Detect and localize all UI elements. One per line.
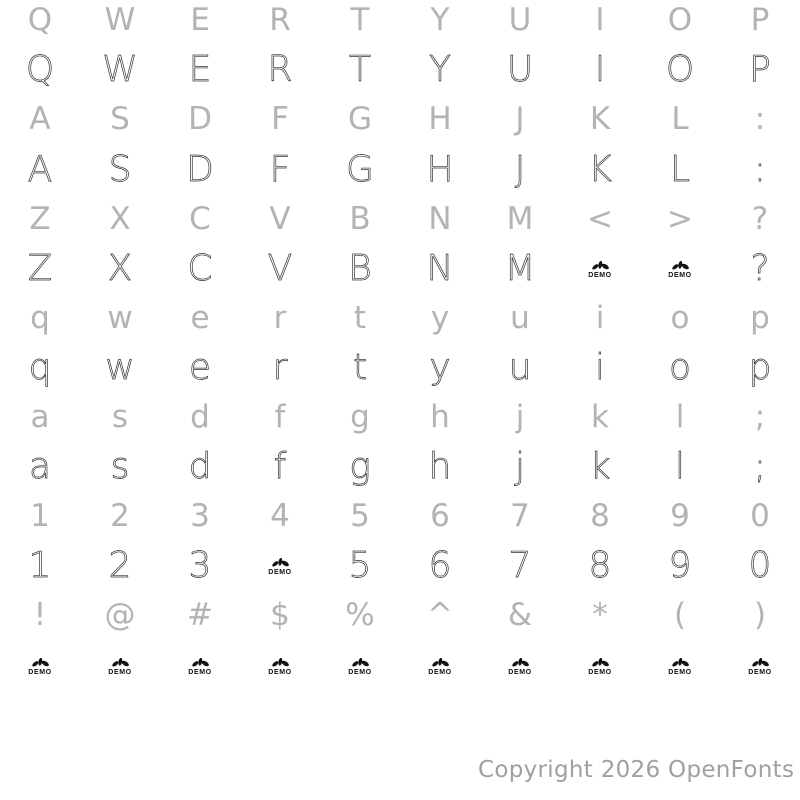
glyph-cell: R: [267, 49, 293, 91]
demo-badge-label: DEMO: [748, 668, 772, 676]
glyph-cell: H: [428, 101, 452, 138]
glyph-cell-demo-placeholder: [0, 648, 80, 684]
glyph-cell: F: [271, 101, 289, 138]
glyph-cell: X: [107, 247, 133, 289]
glyph-cell: k: [591, 399, 609, 436]
glyph-cell: &: [507, 597, 533, 634]
glyph-cell: U: [508, 2, 532, 39]
glyph-cell: D: [188, 101, 212, 138]
glyph-cell: Y: [429, 49, 451, 91]
copyright-text: Copyright 2026 OpenFonts: [478, 757, 795, 783]
demo-badge-label: DEMO: [428, 668, 452, 676]
glyph-cell: V: [269, 200, 291, 237]
glyph-cell: d: [190, 399, 210, 436]
charmap-row-reference: [0, 95, 800, 145]
glyph-cell-demo-placeholder: [240, 648, 320, 684]
glyph-cell: 6: [428, 545, 452, 587]
sprout-icon: [590, 260, 611, 272]
glyph-cell-demo-placeholder: [560, 648, 640, 684]
glyph-cell: y: [430, 299, 450, 336]
glyph-cell: 5: [348, 545, 372, 587]
glyph-cell: W: [102, 49, 138, 91]
glyph-cell: (: [673, 597, 687, 634]
glyph-cell: !: [33, 597, 47, 634]
demo-glyph-badge: [268, 657, 291, 677]
charmap-row-reference: [0, 294, 800, 344]
glyph-cell: 3: [188, 545, 212, 587]
glyph-cell: r: [272, 346, 288, 388]
sprout-icon: [670, 657, 691, 669]
demo-badge-label: DEMO: [268, 668, 292, 676]
glyph-cell: 9: [670, 498, 690, 535]
glyph-cell: p: [750, 299, 770, 336]
glyph-cell: P: [750, 2, 770, 39]
glyph-cell: B: [348, 247, 372, 289]
glyph-cell: a: [28, 446, 52, 488]
glyph-cell: C: [187, 247, 213, 289]
charmap-row-demo: [0, 542, 800, 592]
glyph-cell: g: [350, 399, 370, 436]
sprout-icon: [190, 657, 211, 669]
glyph-cell: S: [108, 148, 132, 190]
glyph-cell: 6: [430, 498, 450, 535]
glyph-cell: R: [269, 2, 291, 39]
glyph-cell: l: [675, 399, 685, 436]
glyph-cell: Y: [430, 2, 450, 39]
glyph-cell: B: [349, 200, 371, 237]
sprout-icon: [110, 657, 131, 669]
demo-badge-label: DEMO: [108, 668, 132, 676]
glyph-cell: w: [107, 299, 133, 336]
glyph-cell: P: [749, 49, 771, 91]
glyph-cell: 5: [350, 498, 370, 535]
glyph-cell: C: [189, 200, 211, 237]
glyph-cell: X: [109, 200, 131, 237]
glyph-cell: S: [110, 101, 130, 138]
charmap-row-demo: [0, 343, 800, 393]
demo-glyph-badge: [428, 657, 451, 677]
glyph-cell: L: [671, 101, 689, 138]
glyph-cell: u: [508, 346, 532, 388]
sprout-icon: [350, 657, 371, 669]
charmap-row-demo: [0, 46, 800, 96]
glyph-cell: A: [27, 148, 53, 190]
glyph-cell: N: [426, 247, 454, 289]
glyph-cell: w: [105, 346, 135, 388]
glyph-cell: ): [753, 597, 767, 634]
glyph-cell: 3: [190, 498, 210, 535]
demo-glyph-badge: [588, 260, 611, 280]
sprout-icon: [270, 557, 291, 569]
glyph-cell: *: [592, 597, 608, 634]
charmap-row-demo: [0, 145, 800, 195]
glyph-cell: 7: [510, 498, 530, 535]
glyph-cell: e: [190, 299, 210, 336]
glyph-cell: O: [667, 2, 693, 39]
sprout-icon: [750, 657, 771, 669]
glyph-cell: N: [428, 200, 452, 237]
glyph-cell: <: [587, 200, 613, 237]
demo-badge-label: DEMO: [668, 668, 692, 676]
demo-glyph-badge: [108, 657, 131, 677]
glyph-cell: a: [30, 399, 50, 436]
charmap-row-demo: [0, 244, 800, 294]
glyph-cell: J: [514, 148, 526, 190]
glyph-cell: U: [506, 49, 534, 91]
glyph-cell: 8: [588, 545, 612, 587]
glyph-cell: Q: [25, 49, 55, 91]
glyph-cell: y: [429, 346, 451, 388]
glyph-cell: 0: [750, 498, 770, 535]
glyph-cell: T: [350, 2, 370, 39]
charmap-row-reference: [0, 0, 800, 46]
glyph-cell: ;: [754, 399, 766, 436]
glyph-cell: t: [353, 299, 367, 336]
glyph-cell: s: [110, 446, 130, 488]
glyph-cell-demo-placeholder: [160, 648, 240, 684]
glyph-cell: i: [595, 299, 605, 336]
glyph-cell: :: [754, 101, 766, 138]
demo-badge-label: DEMO: [188, 668, 212, 676]
glyph-cell: %: [345, 597, 375, 634]
glyph-cell: #: [187, 597, 213, 634]
sprout-icon: [510, 657, 531, 669]
glyph-cell: >: [667, 200, 693, 237]
glyph-cell-demo-placeholder: [640, 251, 720, 287]
demo-badge-label: DEMO: [28, 668, 52, 676]
demo-glyph-badge: [508, 657, 531, 677]
glyph-cell: G: [347, 101, 373, 138]
glyph-cell: ?: [751, 200, 769, 237]
glyph-cell: j: [514, 446, 525, 488]
demo-glyph-badge: [668, 260, 691, 280]
glyph-cell: u: [510, 299, 530, 336]
glyph-cell: E: [188, 49, 212, 91]
glyph-cell: I: [594, 49, 606, 91]
sprout-icon: [590, 657, 611, 669]
glyph-cell: h: [428, 446, 452, 488]
glyph-cell: W: [104, 2, 136, 39]
charmap-row-reference: [0, 393, 800, 443]
glyph-cell: o: [668, 346, 692, 388]
glyph-cell: K: [589, 101, 611, 138]
glyph-cell-demo-placeholder: [400, 648, 480, 684]
glyph-cell: 8: [590, 498, 610, 535]
glyph-cell: Q: [27, 2, 53, 39]
demo-glyph-badge: [268, 557, 291, 577]
demo-glyph-badge: [588, 657, 611, 677]
glyph-cell: H: [426, 148, 454, 190]
glyph-cell: 2: [108, 545, 132, 587]
glyph-cell: ?: [750, 247, 770, 289]
glyph-cell: p: [748, 346, 772, 388]
glyph-cell-demo-placeholder: [720, 648, 800, 684]
glyph-cell-demo-placeholder: [640, 648, 720, 684]
charmap-row-reference: [0, 194, 800, 244]
glyph-cell: g: [349, 446, 371, 488]
glyph-cell: :: [753, 148, 767, 190]
glyph-cell: q: [30, 299, 50, 336]
glyph-cell: M: [506, 200, 534, 237]
demo-glyph-badge: [28, 657, 51, 677]
glyph-cell: I: [595, 2, 605, 39]
glyph-cell-demo-placeholder: [240, 548, 320, 584]
glyph-cell: J: [515, 101, 525, 138]
glyph-cell-demo-placeholder: [480, 648, 560, 684]
glyph-cell: ^: [427, 597, 453, 634]
demo-badge-label: DEMO: [508, 668, 532, 676]
glyph-cell: r: [273, 299, 287, 336]
glyph-cell: 4: [270, 498, 290, 535]
demo-badge-label: DEMO: [348, 668, 372, 676]
charmap-row-reference: [0, 591, 800, 641]
glyph-cell: D: [186, 148, 214, 190]
demo-badge-label: DEMO: [588, 271, 612, 279]
glyph-cell: O: [665, 49, 695, 91]
glyph-cell-demo-placeholder: [320, 648, 400, 684]
glyph-cell: q: [28, 346, 52, 388]
glyph-cell: G: [346, 148, 374, 190]
glyph-cell: $: [270, 597, 290, 634]
demo-glyph-badge: [668, 657, 691, 677]
glyph-cell: f: [274, 399, 286, 436]
glyph-cell: A: [29, 101, 51, 138]
glyph-cell: M: [504, 247, 536, 289]
glyph-cell: 7: [508, 545, 532, 587]
glyph-cell-demo-placeholder: [560, 251, 640, 287]
glyph-cell: h: [430, 399, 450, 436]
glyph-cell: ;: [753, 446, 767, 488]
glyph-cell: i: [594, 346, 605, 388]
glyph-cell: o: [670, 299, 690, 336]
sprout-icon: [30, 657, 51, 669]
demo-badge-label: DEMO: [588, 668, 612, 676]
demo-badge-label: DEMO: [668, 271, 692, 279]
glyph-cell: 2: [110, 498, 130, 535]
glyph-cell: K: [588, 148, 612, 190]
sprout-icon: [430, 657, 451, 669]
glyph-cell: 1: [30, 498, 50, 535]
demo-badge-label: DEMO: [268, 569, 292, 577]
glyph-cell: d: [188, 446, 212, 488]
glyph-cell: j: [515, 399, 525, 436]
glyph-cell: Z: [29, 200, 51, 237]
demo-glyph-badge: [748, 657, 771, 677]
glyph-cell: 1: [28, 545, 52, 587]
glyph-cell: F: [269, 148, 291, 190]
charmap-row-demo: [0, 442, 800, 492]
glyph-cell: T: [349, 49, 371, 91]
glyph-cell: s: [111, 399, 129, 436]
glyph-cell: Z: [27, 247, 53, 289]
sprout-icon: [670, 260, 691, 272]
demo-glyph-badge: [348, 657, 371, 677]
charmap-row-reference: [0, 492, 800, 542]
glyph-cell-demo-placeholder: [80, 648, 160, 684]
glyph-cell: e: [188, 346, 212, 388]
glyph-cell: f: [273, 446, 287, 488]
charmap-row-demo: [0, 641, 800, 691]
glyph-cell: k: [589, 446, 611, 488]
sprout-icon: [270, 657, 291, 669]
glyph-cell: 9: [668, 545, 692, 587]
glyph-cell: 0: [748, 545, 772, 587]
glyph-cell: l: [674, 446, 685, 488]
demo-glyph-badge: [188, 657, 211, 677]
glyph-cell: t: [352, 346, 368, 388]
glyph-cell: @: [104, 597, 136, 634]
glyph-cell: V: [267, 247, 293, 289]
glyph-cell: E: [190, 2, 210, 39]
glyph-cell: L: [669, 148, 691, 190]
